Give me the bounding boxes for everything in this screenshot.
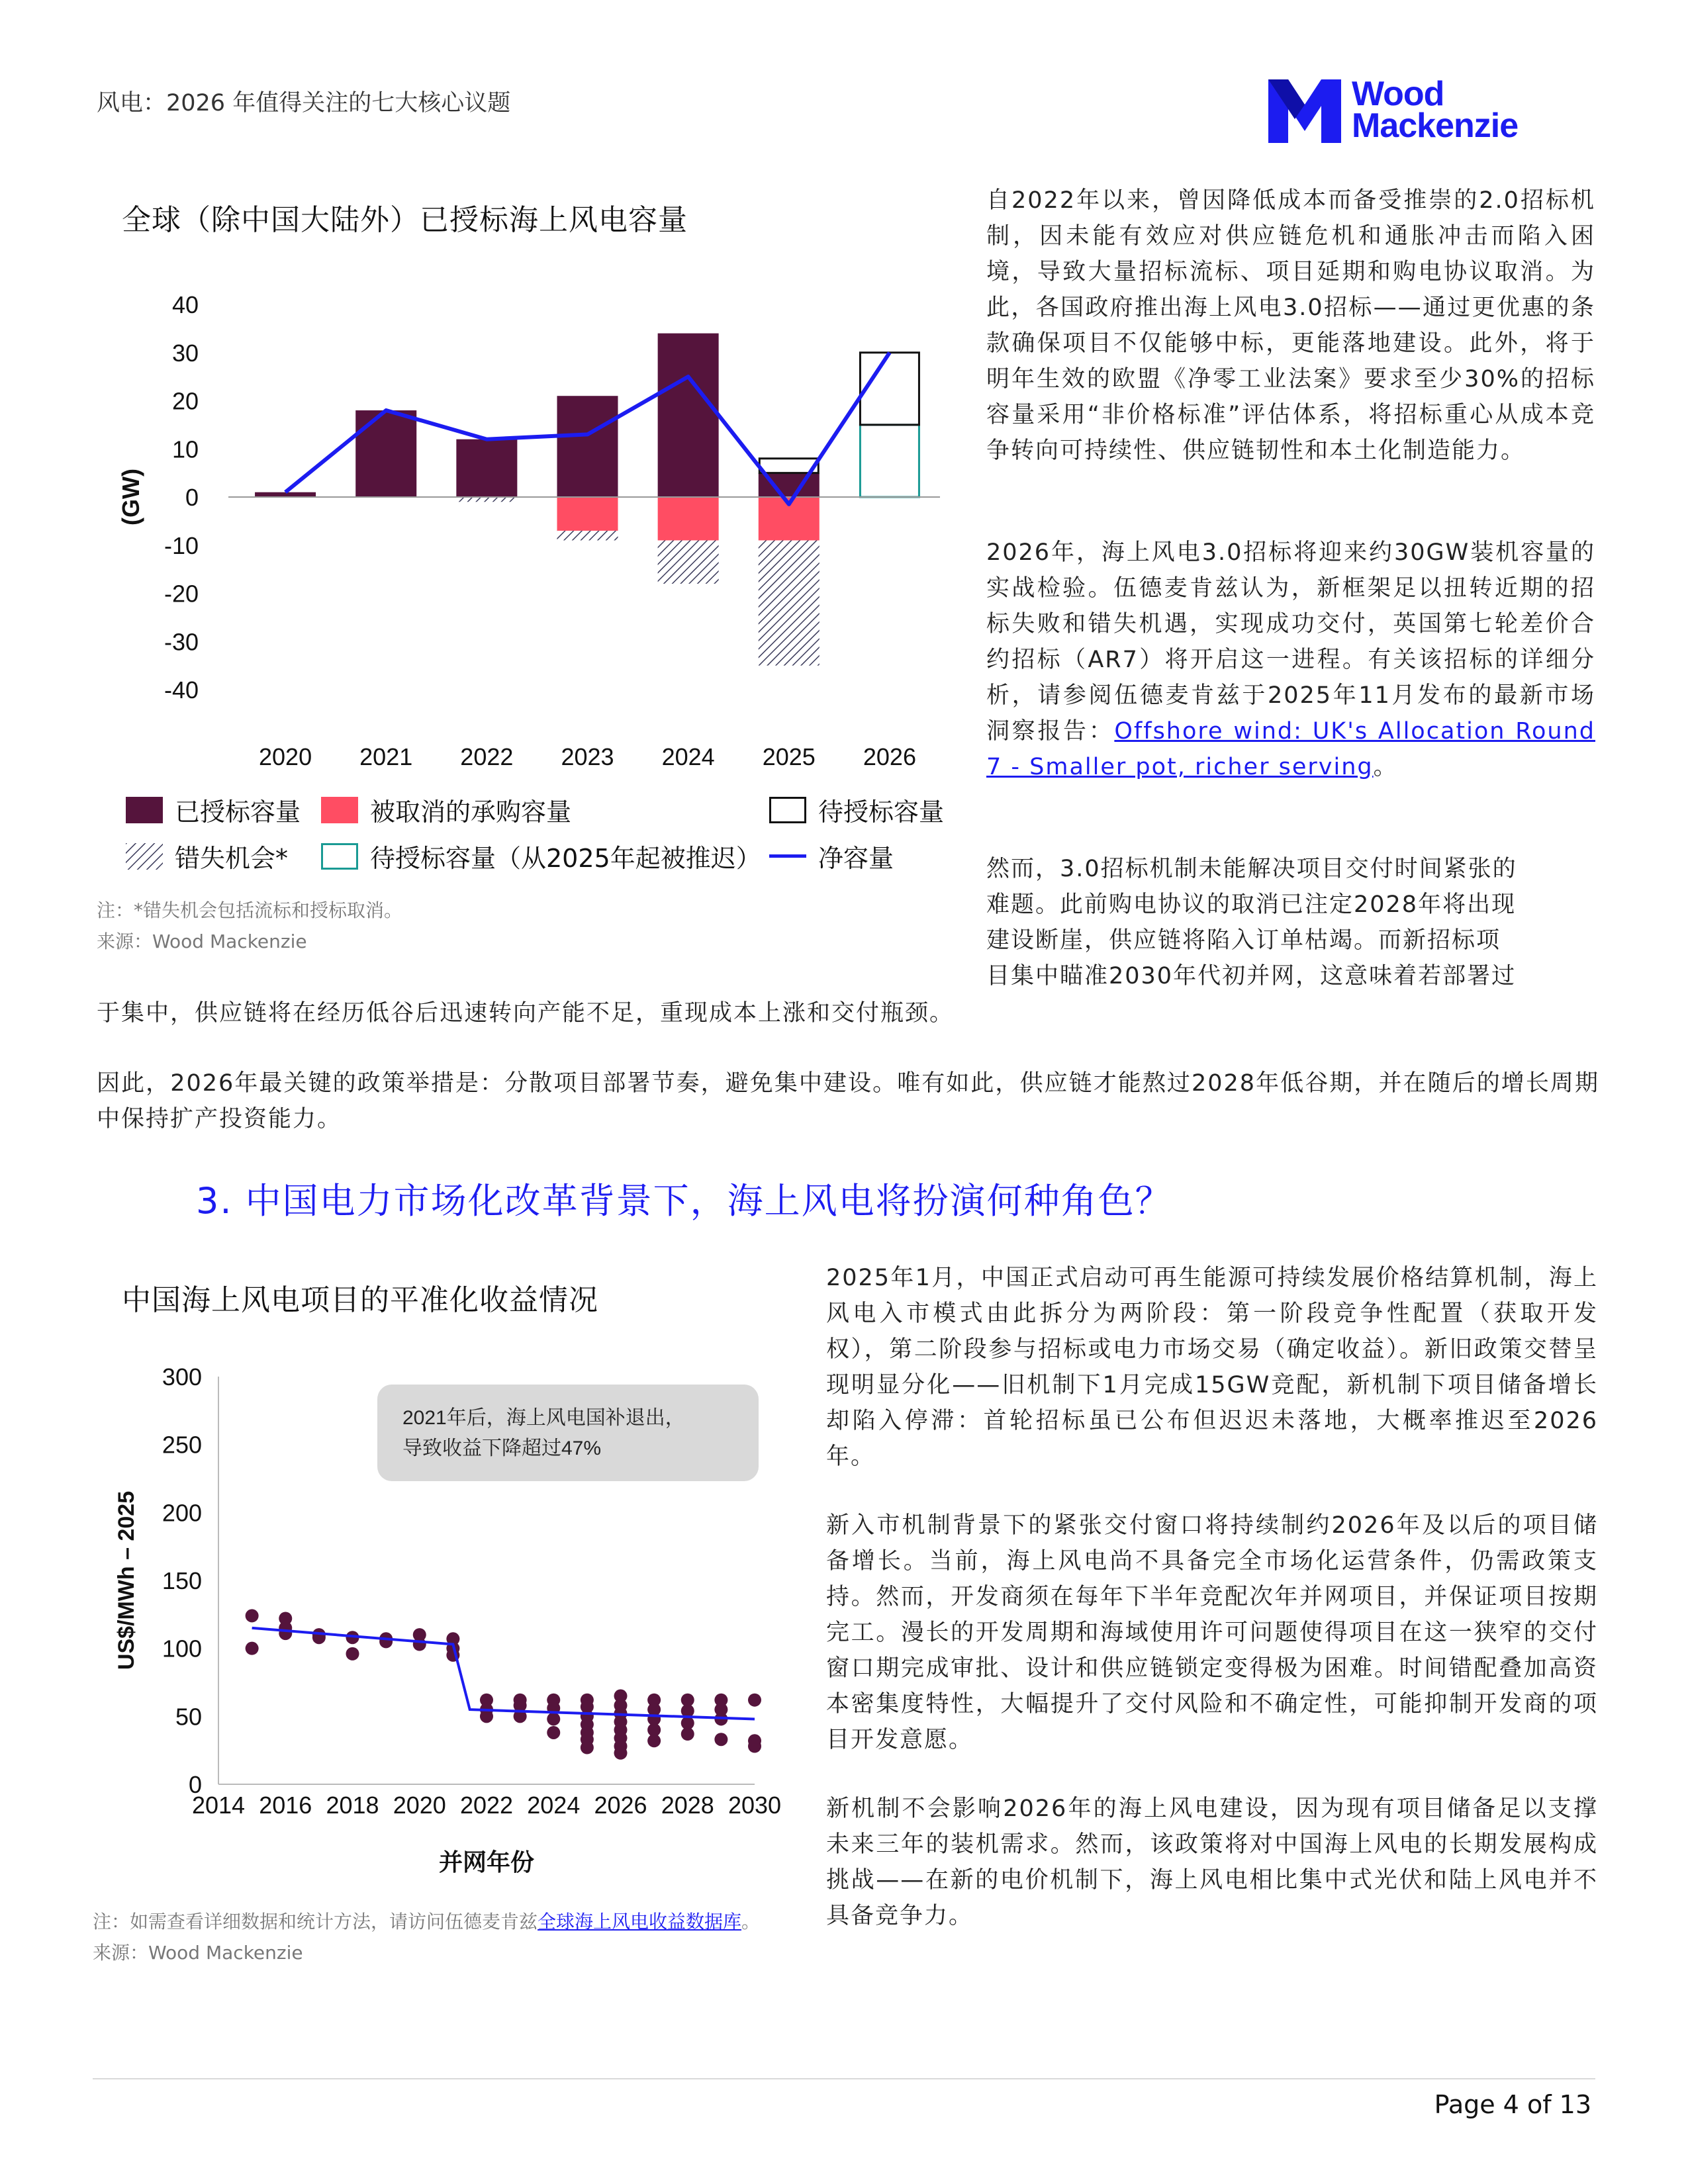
- wood-mackenzie-logo: [1268, 75, 1546, 145]
- x-tick-label: 2022: [460, 743, 514, 770]
- paragraph-china-mechanism: 2025年1月，中国正式启动可再生能源可持续发展价格结算机制，海上风电入市模式由此拆分为两阶段：第一阶段竞争性配置（获取开发权），第二阶段参与招标或电力市场交易（确定收益）。新旧政策交替呈现明显分化——旧机制下1月完成15GW竞配，新机制下项目储备增长却陷入停滞：首轮招标虽已公布但迟迟未落地，大概率推迟至2026年。: [826, 1265, 1598, 1470]
- legend-pending-delayed: 待授标容量（从2025年起被推迟）: [321, 838, 761, 874]
- data-point: [279, 1627, 292, 1640]
- bar-awarded: [456, 439, 517, 497]
- bar-awarded: [557, 396, 618, 497]
- y-tick-label: -30: [164, 628, 199, 656]
- data-point: [748, 1694, 761, 1707]
- y-tick-label: 150: [162, 1567, 202, 1594]
- logo-text-line1: Wood: [1352, 75, 1444, 113]
- x-tick-label: 2028: [661, 1792, 714, 1819]
- x-tick-label: 2025: [762, 743, 816, 770]
- y-tick-label: -40: [164, 676, 199, 704]
- y-tick-label: 40: [171, 291, 199, 318]
- paragraph-delivery-gap: 然而，3.0招标机制未能解决项目交付时间紧张的 难题。此前购电协议的取消已注定2028年将出现 建设断崖，供应链将陷入订单枯竭。而新招标项 目集中瞄准2030年代初并网，这意味着若部署过: [986, 856, 1517, 989]
- y-tick-label: 0: [188, 1771, 202, 1798]
- data-point: [547, 1726, 560, 1739]
- x-tick-label: 2026: [863, 743, 916, 770]
- x-tick-label: 2024: [661, 743, 715, 770]
- annotation-line-2: 导致收益下降超过47%: [402, 1437, 602, 1459]
- x-tick-label: 2024: [527, 1792, 581, 1819]
- x-tick-label: 2014: [191, 1792, 246, 1819]
- bar-awarded: [658, 334, 719, 497]
- legend-missed: 错失机会*: [126, 838, 288, 874]
- chart1-note: 注：*错失机会包括流标和授标取消。 来源：Wood Mackenzie: [97, 895, 402, 957]
- y-tick-label: 300: [162, 1363, 202, 1390]
- legend-pending: 待授标容量: [769, 792, 944, 828]
- bar-pending: [860, 353, 919, 425]
- page-number: Page 4 of 13: [1434, 2090, 1591, 2119]
- data-point: [581, 1741, 594, 1754]
- y-tick-label: 0: [185, 484, 199, 511]
- x-tick-label: 2022: [459, 1792, 514, 1819]
- paragraph-delivery-gap-cont: 于集中，供应链将在经历低谷后迅速转向产能不足，重现成本上涨和交付瓶颈。: [97, 1000, 955, 1026]
- chart2-source: 来源：Wood Mackenzie: [93, 1942, 303, 1964]
- document-header-title: 风电：2026 年值得关注的七大核心议题: [97, 90, 511, 116]
- data-point: [346, 1647, 359, 1661]
- x-tick-label: 2016: [259, 1792, 312, 1819]
- x-tick-label: 2026: [594, 1792, 647, 1819]
- y-tick-label: 50: [175, 1703, 202, 1731]
- y-tick-label: -10: [164, 531, 199, 559]
- legend-net: 净容量: [769, 838, 894, 874]
- y-axis-label: US$/MWh – 2025: [114, 1490, 139, 1670]
- data-point: [714, 1733, 727, 1746]
- x-axis-label: 并网年份: [438, 1848, 535, 1876]
- section-heading-3: 3. 中国电力市场化改革背景下，海上风电将扮演何种角色？: [196, 1180, 1172, 1222]
- y-tick-label: 20: [171, 387, 199, 415]
- footer-divider: [93, 2078, 1595, 2079]
- bar-missed: [658, 540, 719, 583]
- chart1-legend: [126, 792, 960, 878]
- x-tick-label: 2021: [359, 743, 413, 770]
- data-point: [413, 1638, 426, 1651]
- bar-missed: [557, 531, 618, 541]
- bar-cancelled: [557, 497, 618, 531]
- annotation-line-1: 2021年后，海上风电国补退出，: [402, 1407, 685, 1429]
- logo-mark-icon: [1268, 79, 1341, 143]
- revenue-database-link[interactable]: 全球海上风电收益数据库: [538, 1911, 742, 1933]
- chart1-title: 全球（除中国大陆外）已授标海上风电容量: [122, 203, 688, 237]
- levelised-revenue-chart: [93, 1350, 808, 1899]
- paragraph-tender-3-0: 2026年，海上风电3.0招标将迎来约30GW装机容量的实战检验。伍德麦肯兹认为，新框架足以扭转近期的招标失败和错失机遇，实现成功交付，英国第七轮差价合约招标（AR7）将开启这一进程。有关该招标的详细分析，请参阅伍德麦肯兹于2025年11月发布的最新市场洞察报告：Offshore wind: UK's Allocation Round 7 - Smaller pot, richer serving。: [986, 539, 1595, 780]
- x-tick-label: 2023: [561, 743, 614, 770]
- logo-text-line2: Mackenzie: [1352, 107, 1519, 145]
- x-tick-label: 2030: [727, 1792, 782, 1819]
- bar-missed: [759, 540, 820, 665]
- x-tick-label: 2020: [393, 1792, 446, 1819]
- data-point: [379, 1635, 393, 1648]
- data-point: [748, 1740, 761, 1753]
- data-point: [547, 1712, 560, 1725]
- paragraph-2026-outlook: 新机制不会影响2026年的海上风电建设，因为现有项目储备足以支撑未来三年的装机需求。然而，该政策将对中国海上风电的长期发展构成挑战——在新的电价机制下，海上风电相比集中式光伏和陆上风电并不具备竞争力。: [826, 1796, 1598, 1929]
- chart1-source: 来源：Wood Mackenzie: [97, 931, 307, 952]
- paragraph-policy: 因此，2026年最关键的政策举措是：分散项目部署节奏，避免集中建设。唯有如此，供应链才能熬过2028年低谷期，并在随后的增长周期中保持扩产投资能力。: [97, 1070, 1599, 1132]
- bar-pending-delayed: [860, 425, 919, 497]
- bar-missed: [456, 497, 517, 502]
- awarded-capacity-chart: [93, 278, 953, 781]
- bar-awarded: [355, 410, 416, 497]
- data-point: [614, 1747, 628, 1760]
- annotation-box: [377, 1385, 759, 1481]
- y-tick-label: 250: [162, 1431, 202, 1459]
- data-point: [480, 1709, 493, 1723]
- data-point: [681, 1727, 694, 1741]
- y-tick-label: 100: [162, 1635, 202, 1662]
- paragraph-tender-2-0: 自2022年以来，曾因降低成本而备受推崇的2.0招标机制，因未能有效应对供应链危机和通胀冲击而陷入困境，导致大量招标流标、项目延期和购电协议取消。为此，各国政府推出海上风电3.0招标——通过更优惠的条款确保项目不仅能够中标，更能落地建设。此外，将于明年生效的欧盟《净零工业法案》要求至少30%的招标容量采用“非价格标准”评估体系，将招标重心从成本竞争转向可持续性、供应链韧性和本土化制造能力。: [986, 187, 1595, 464]
- chart2-title: 中国海上风电项目的平准化收益情况: [122, 1283, 598, 1317]
- y-tick-label: -20: [164, 580, 199, 608]
- y-tick-label: 30: [171, 339, 199, 367]
- ar7-report-link[interactable]: Offshore wind: UK's Allocation Round 7 - Smaller pot, richer serving: [986, 718, 1595, 780]
- y-tick-label: 200: [162, 1499, 202, 1527]
- trend-line: [252, 1628, 755, 1719]
- y-axis-label: (GW): [117, 469, 144, 525]
- paragraph-delivery-window: 新入市机制背景下的紧张交付窗口将持续制约2026年及以后的项目储备增长。当前，海上风电尚不具备完全市场化运营条件，仍需政策支持。然而，开发商须在每年下半年竞配次年并网项目，并保证项目按期完工。漫长的开发周期和海域使用许可问题使得项目在这一狭窄的交付窗口期完成审批、设计和供应链锁定变得极为困难。时间错配叠加高资本密集度特性，大幅提升了交付风险和不确定性，可能抑制开发商的项目开发意愿。: [826, 1512, 1598, 1753]
- legend-cancelled: 被取消的承购容量: [321, 792, 571, 828]
- data-point: [246, 1609, 259, 1622]
- bar-cancelled: [658, 497, 719, 540]
- data-point: [246, 1642, 259, 1655]
- chart2-note: 注：如需查看详细数据和统计方法，请访问伍德麦肯兹全球海上风电收益数据库。 来源：Wood Mackenzie: [93, 1906, 794, 1968]
- data-point: [647, 1734, 661, 1747]
- legend-awarded: 已授标容量: [126, 792, 301, 828]
- y-tick-label: 10: [171, 435, 199, 463]
- x-tick-label: 2020: [259, 743, 312, 770]
- x-tick-label: 2018: [326, 1792, 379, 1819]
- bar-awarded: [255, 492, 316, 497]
